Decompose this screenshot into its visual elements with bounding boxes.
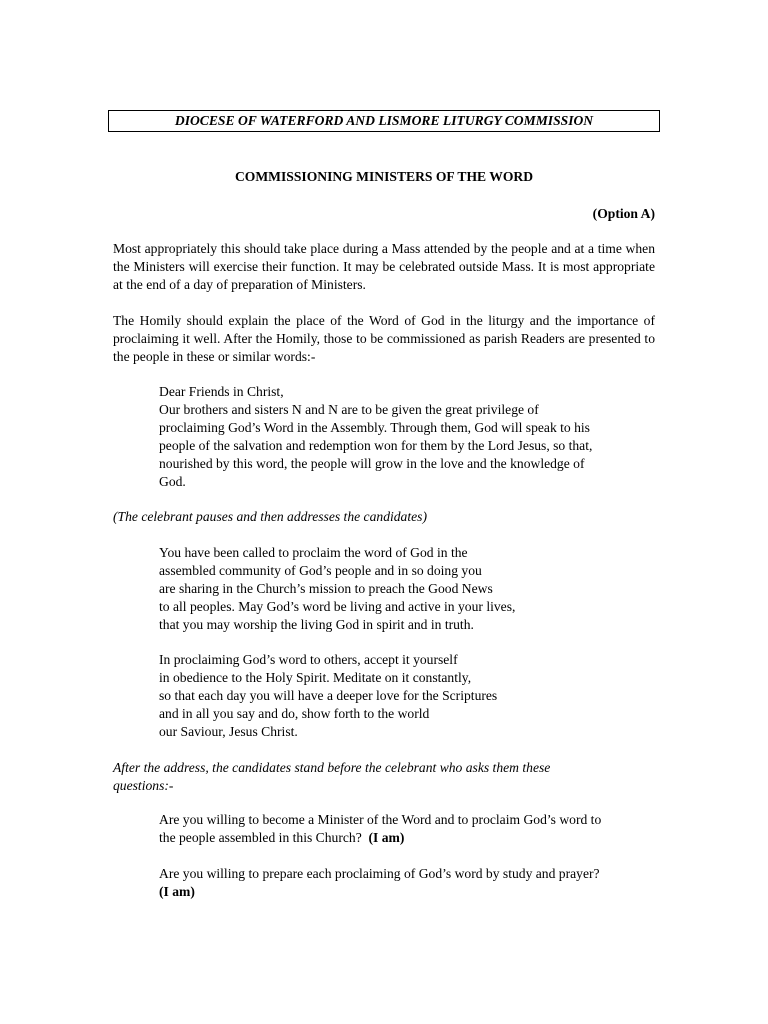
address-line: our Saviour, Jesus Christ.: [159, 724, 298, 739]
commission-title: DIOCESE OF WATERFORD AND LISMORE LITURGY COMMISSION: [174, 113, 594, 128]
address-line: and in all you say and do, show forth to the world: [159, 706, 430, 721]
presentation-line: people of the salvation and redemption won for them by the Lord Jesus, so that,: [159, 438, 593, 453]
document-title: COMMISSIONING MINISTERS OF THE WORD: [234, 169, 534, 184]
presentation-block: [159, 383, 659, 491]
option-label: (Option A): [592, 206, 655, 221]
address-line: are sharing in the Church’s mission to preach the Good News: [159, 581, 493, 596]
presentation-line: Our brothers and sisters N and N are to be given the great privilege of: [159, 402, 539, 417]
address-block-2: [159, 651, 659, 741]
address-line: to all peoples. May God’s word be living and active in your lives,: [159, 599, 516, 614]
question-1-line: Are you willing to become a Minister of the Word and to proclaim God’s word to: [159, 812, 602, 827]
address-block-1: [159, 544, 659, 634]
question-2-response: (I am): [159, 884, 195, 899]
rubric-pause: (The celebrant pauses and then addresses the candidates): [113, 509, 427, 524]
address-line: assembled community of God’s people and in so doing you: [159, 563, 482, 578]
commission-header-box: [108, 110, 660, 132]
address-line: In proclaiming God’s word to others, accept it yourself: [159, 652, 458, 667]
homily-paragraph: The Homily should explain the place of the Word of God in the liturgy and the importance of proclaiming it well. After the Homily, those to be commissioned as parish Readers are presented to the people in these or similar words:-: [113, 313, 655, 364]
presentation-line: Dear Friends in Christ,: [159, 384, 284, 399]
presentation-line: God.: [159, 474, 186, 489]
address-line: You have been called to proclaim the word of God in the: [159, 545, 468, 560]
presentation-line: nourished by this word, the people will grow in the love and the knowledge of: [159, 456, 585, 471]
rubric-questions-line: questions:-: [113, 778, 174, 793]
rubric-questions: [113, 759, 655, 795]
question-1-line: [159, 829, 659, 847]
question-2: [159, 865, 659, 901]
address-line: that you may worship the living God in spirit and in truth.: [159, 617, 474, 632]
presentation-line: proclaiming God’s Word in the Assembly. Through them, God will speak to his: [159, 420, 590, 435]
question-1: [159, 811, 659, 847]
address-line: so that each day you will have a deeper love for the Scriptures: [159, 688, 498, 703]
rubric-questions-line: After the address, the candidates stand before the celebrant who asks them these: [113, 760, 551, 775]
question-2-line: Are you willing to prepare each proclaiming of God’s word by study and prayer?: [159, 866, 600, 881]
question-1-text: the people assembled in this Church?: [159, 830, 369, 845]
intro-paragraph: Most appropriately this should take place during a Mass attended by the people and at a time when the Ministers will exercise their function. It may be celebrated outside Mass. It is most appropriate at the end of a day of preparation of Ministers.: [113, 241, 655, 292]
address-line: in obedience to the Holy Spirit. Meditate on it constantly,: [159, 670, 472, 685]
question-1-response: (I am): [368, 830, 405, 845]
